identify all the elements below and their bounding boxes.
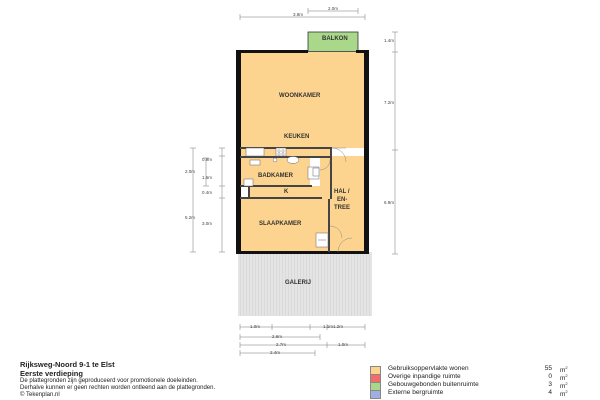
wall-bath-right [330, 147, 332, 199]
room-label-badkamer: BADKAMER [258, 173, 293, 179]
wall-top-right [356, 50, 369, 53]
wall-bath-top [240, 156, 332, 158]
legend-value: 4 [548, 389, 552, 396]
room-label-en: EN- [337, 197, 348, 203]
dim-label-bottom-3: 1.2m [333, 324, 344, 329]
legend-swatch [370, 390, 381, 399]
sink [273, 158, 277, 162]
room-label-balkon: BALKON [322, 36, 348, 42]
wall-bottom [236, 251, 369, 254]
disclaimer-line-1: De plattegronden zijn geproduceerd voor promotionele doeleinden. [20, 378, 198, 384]
room-label-tree: TREE [334, 205, 351, 211]
legend-unit: $m^2$ [560, 381, 568, 391]
room-label-hal: HAL / [334, 189, 350, 195]
address-title: Rijksweg-Noord 9-1 te Elst [20, 360, 115, 369]
toilet [287, 157, 299, 164]
kitchen-counter [246, 148, 264, 156]
dim-label-left-k: 0.4m [202, 190, 213, 195]
wall-k-bottom [240, 197, 322, 199]
dim-label-top-total: 3.8m [293, 12, 304, 17]
stove [276, 148, 286, 156]
dim-label-right-balkon: 1.4m [384, 38, 395, 43]
floor-title: Eerste verdieping [20, 369, 83, 378]
dim-label-top-balkon: 2.0m [328, 6, 339, 11]
room-label-woonkamer: WOONKAMER [279, 93, 321, 99]
legend-value: 3 [548, 381, 552, 388]
legend-row-bergruimte [370, 389, 580, 398]
dim-label-left-slaapkamer: 3.0m [202, 221, 213, 226]
legend-label: Gebruiksoppervlakte wonen [388, 365, 469, 372]
wall-left [236, 50, 241, 254]
wall-slaap-right [328, 199, 330, 252]
dim-label-right-lower: 6.9m [384, 200, 395, 205]
legend-value: 0 [548, 373, 552, 380]
dim-label-left-outer: 5.2m [185, 215, 196, 220]
legend-label: Gebouwgebonden buitenruimte [388, 381, 479, 388]
legend-unit: $m^2$ [560, 373, 568, 383]
room-label-galerij: GALERIJ [285, 280, 312, 286]
dim-label-right-woonkamer: 7.2m [384, 100, 395, 105]
room-label-keuken: KEUKEN [284, 134, 310, 140]
boiler [313, 168, 319, 176]
legend-label: Externe bergruimte [388, 389, 444, 396]
dim-label-bottom-7: 2.4m [270, 350, 281, 355]
wall-k-left [248, 186, 250, 198]
wall-right [364, 50, 369, 254]
disclaimer-line-2: Derhalve kunnen er geen rechten worden ontleend aan de plattegronden. [20, 385, 216, 391]
dim-label-bottom-1: 1.0m [250, 324, 261, 329]
copyright-text: © Tekenplan.nl [20, 392, 60, 398]
washbasin [250, 160, 260, 165]
wall-top-left [236, 50, 308, 53]
legend-unit: $m^2$ [560, 365, 568, 375]
dim-label-bottom-5: 2.7m [276, 342, 287, 347]
legend-value: 55 [544, 365, 552, 372]
washing-machine [244, 179, 253, 186]
dim-label-left-mid: 1.6m [202, 175, 213, 180]
legend-label: Overige inpandige ruimte [388, 373, 461, 380]
dim-label-left-badkamer: 2.0m [185, 169, 196, 174]
legend-unit: $m^2$ [560, 389, 568, 399]
room-label-slaapkamer: SLAAPKAMER [259, 221, 302, 227]
room-label-k: K [284, 189, 289, 195]
dim-label-bottom-4: 2.6m [272, 334, 283, 339]
dim-label-left-small: 0.9m [202, 157, 213, 162]
dim-label-bottom-2: 1.1m [323, 324, 334, 329]
dim-label-bottom-6: 1.0m [338, 342, 349, 347]
balkon-area [308, 32, 358, 52]
